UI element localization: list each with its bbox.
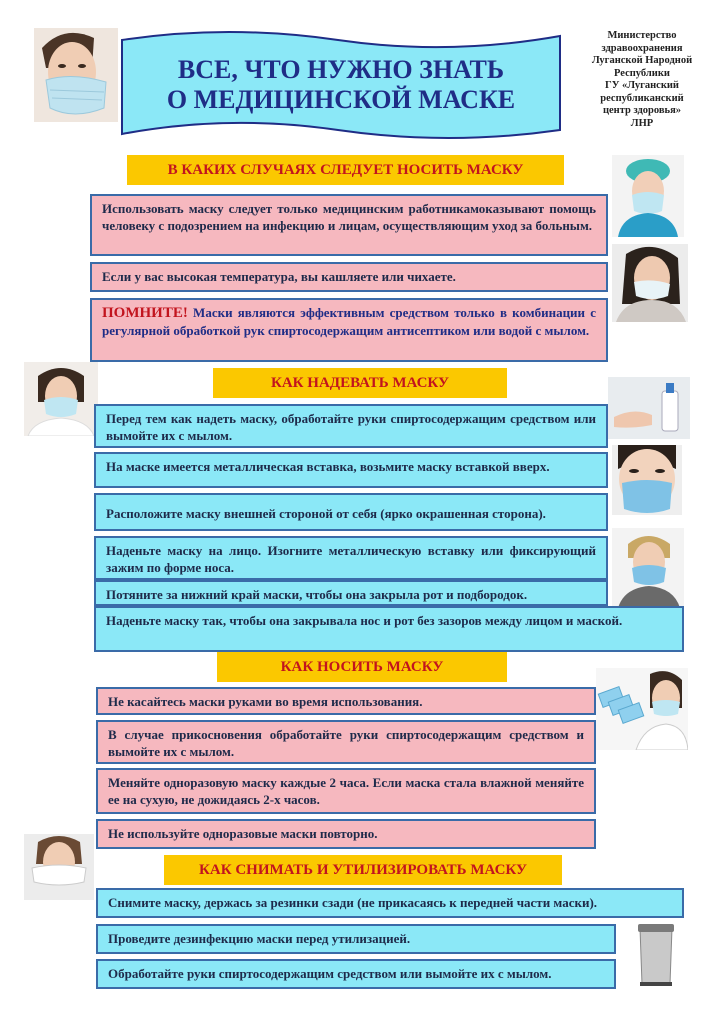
when-item-2: Если у вас высокая температура, вы кашляете или чихаете. bbox=[90, 262, 608, 292]
woman-removing-mask-photo bbox=[24, 834, 94, 900]
page-title-line2: О МЕДИЦИНСКОЙ МАСКЕ bbox=[166, 85, 516, 114]
remove-item-1: Снимите маску, держась за резинки сзади (не прикасаясь к передней части маски). bbox=[96, 888, 684, 918]
remember-text: Маски являются эффективным средством только в комбинации с регулярной обработкой рук спиртосодержащим антисептиком или водой с мылом. bbox=[102, 305, 597, 338]
section-header-when: В КАКИХ СЛУЧАЯХ СЛЕДУЕТ НОСИТЬ МАСКУ bbox=[127, 155, 564, 185]
put-on-item-4: Наденьте маску на лицо. Изогните металлическую вставку или фиксирующий зажим по форме носа. bbox=[94, 536, 608, 580]
remember-label: ПОМНИТЕ! bbox=[102, 305, 188, 321]
title-banner bbox=[118, 30, 564, 140]
wear-item-4: Не используйте одноразовые маски повторно. bbox=[96, 819, 596, 849]
put-on-item-3: Расположите маску внешней стороной от себя (ярко окрашенная сторона). bbox=[94, 493, 608, 531]
nurse-photo bbox=[612, 155, 684, 237]
when-item-1: Использовать маску следует только медицинским работникамоказывают помощь человеку с подозрением на инфекцию и лицам, осуществляющим уход за больным. bbox=[90, 194, 608, 256]
sanitizer-photo bbox=[608, 377, 690, 439]
ministry-line: центр здоровья» bbox=[602, 105, 682, 116]
remember-box bbox=[90, 298, 608, 362]
woman-mask-photo bbox=[34, 28, 118, 122]
remove-item-3: Обработайте руки спиртосодержащим средством или вымойте их с мылом. bbox=[96, 959, 616, 989]
put-on-item-5: Потяните за нижний край маски, чтобы она закрыла рот и подбородок. bbox=[94, 580, 608, 606]
ministry-block bbox=[566, 30, 718, 130]
section-header-remove: КАК СНИМАТЬ И УТИЛИЗИРОВАТЬ МАСКУ bbox=[164, 855, 562, 885]
ministry-line: ЛНР bbox=[630, 117, 654, 129]
put-on-item-6: Наденьте маску так, чтобы она закрывала нос и рот без зазоров между лицом и маской. bbox=[94, 606, 684, 652]
ministry-line: Министерство bbox=[607, 30, 677, 41]
remove-item-2: Проведите дезинфекцию маски перед утилизацией. bbox=[96, 924, 616, 954]
wear-item-3: Меняйте одноразовую маску каждые 2 часа. Если маска стала влажной меняйте ее на сухую, не дожидаясь 2-х часов. bbox=[96, 768, 596, 814]
put-on-item-2: На маске имеется металлическая вставка, возьмите маску вставкой вверх. bbox=[94, 452, 608, 488]
woman-mask-photo-3 bbox=[612, 445, 682, 515]
section-header-wear: КАК НОСИТЬ МАСКУ bbox=[217, 652, 507, 682]
section-header-put-on: КАК НАДЕВАТЬ МАСКУ bbox=[213, 368, 507, 398]
coughing-woman-photo bbox=[612, 244, 688, 322]
ministry-line: Луганской Народной bbox=[591, 55, 693, 66]
wear-item-2: В случае прикосновения обработайте руки спиртосодержащим средством и вымойте их с мылом. bbox=[96, 720, 596, 764]
trash-bin-photo bbox=[634, 920, 678, 988]
wear-item-1: Не касайтесь маски руками во время использования. bbox=[96, 687, 596, 715]
ministry-line: республиканский bbox=[600, 92, 684, 104]
ministry-line: ГУ «Луганский bbox=[605, 80, 679, 91]
ministry-line: здравоохранения bbox=[601, 42, 683, 54]
page-title-line1: ВСЕ, ЧТО НУЖНО ЗНАТЬ bbox=[177, 55, 505, 84]
put-on-item-1: Перед тем как надеть маску, обработайте руки спиртосодержащим средством или вымойте их с мылом. bbox=[94, 404, 608, 448]
ministry-line: Республики bbox=[614, 67, 670, 79]
man-mask-photo bbox=[612, 528, 684, 608]
woman-holding-masks-photo bbox=[596, 668, 688, 750]
woman-mask-photo-2 bbox=[24, 362, 98, 436]
